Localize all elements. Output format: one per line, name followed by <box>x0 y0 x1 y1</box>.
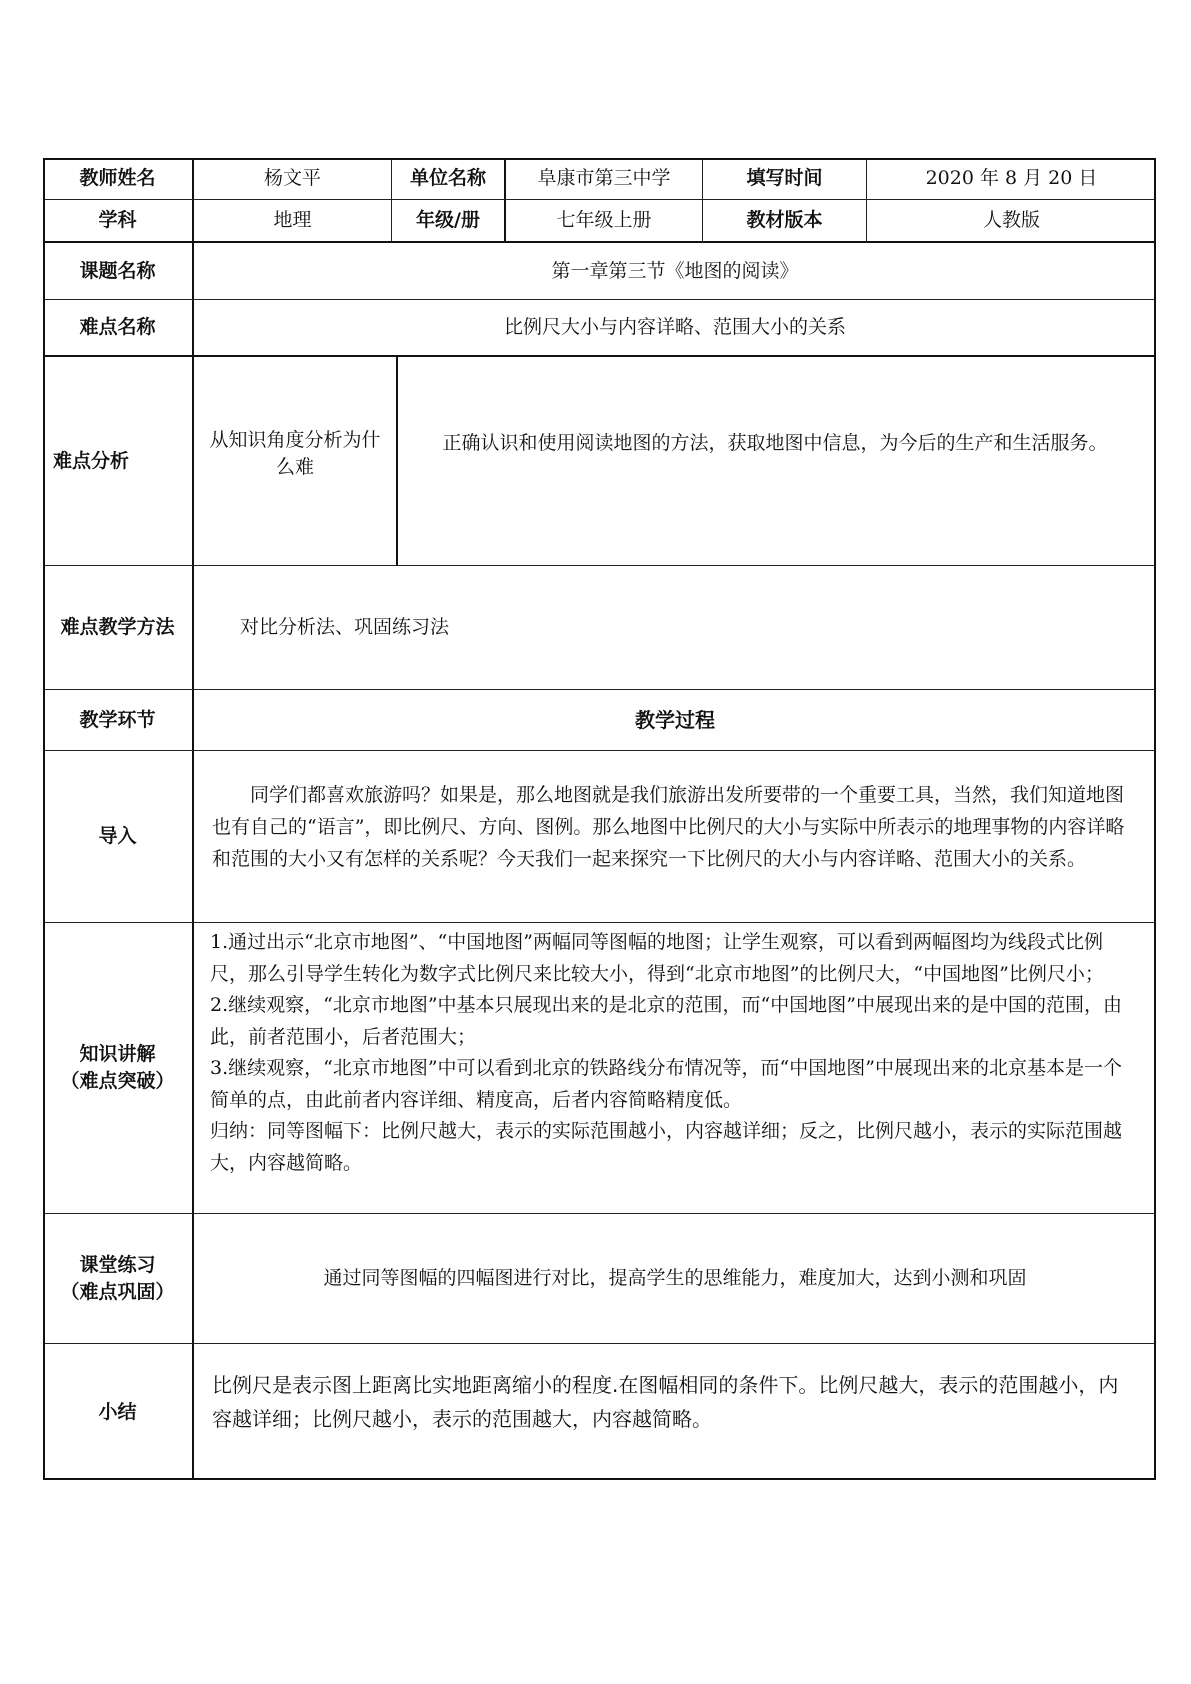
explain-list <box>200 927 1150 1179</box>
edition-value: 人教版 <box>867 200 1156 243</box>
explain-summary: 归纳：同等图幅下：比例尺越大，表示的实际范围越小，内容越详细；反之，比例尺越小，表示的实际范围越大，内容越简略。 <box>210 1120 1123 1174</box>
intro-value: 同学们都喜欢旅游吗？如果是，那么地图就是我们旅游出发所要带的一个重要工具，当然，我们知道地图也有自己的“语言”，即比例尺、方向、图例。那么地图中比例尺的大小与实际中所表示的地理事物的内容详略和范围的大小又有怎样的关系呢？今天我们一起来探究一下比例尺的大小与内容详略、范围大小的关系。 <box>212 784 1125 870</box>
explain-label-line2: （难点突破） <box>60 1070 175 1092</box>
unit-name-value: 阜康市第三中学 <box>506 158 703 200</box>
edition-label: 教材版本 <box>703 200 867 243</box>
intro-label: 导入 <box>43 751 194 923</box>
practice-label-line1: 课堂练习 <box>79 1253 156 1276</box>
intro-value-cell <box>194 751 1156 923</box>
topic-value: 第一章第三节《地图的阅读》 <box>194 243 1156 300</box>
explain-content-cell <box>194 923 1156 1214</box>
summary-label: 小结 <box>43 1344 194 1480</box>
explain-item: 1.通过出示“北京市地图”、“中国地图”两幅同等图幅的地图；让学生观察，可以看到两幅图均为线段式比例尺，那么引导学生转化为数字式比例尺来比较大小，得到“北京市地图”的比例尺大，“中国地图”比例尺小； <box>210 931 1104 985</box>
teacher-name-label: 教师姓名 <box>43 158 194 200</box>
grade-value: 七年级上册 <box>506 200 703 243</box>
analysis-value: 正确认识和使用阅读地图的方法，获取地图中信息，为今后的生产和生活服务。 <box>442 432 1108 454</box>
explain-item: 2.继续观察，“北京市地图”中基本只展现出来的是北京的范围，而“中国地图”中展现出来的是中国的范围，由此，前者范围小，后者范围大； <box>210 994 1122 1048</box>
practice-value: 通过同等图幅的四幅图进行对比，提高学生的思维能力，难度加大，达到小测和巩固 <box>194 1214 1156 1344</box>
difficulty-value: 比例尺大小与内容详略、范围大小的关系 <box>194 300 1156 357</box>
subject-value: 地理 <box>194 200 392 243</box>
fill-date-value: 2020 年 8 月 20 日 <box>867 158 1156 200</box>
topic-label: 课题名称 <box>43 243 194 300</box>
teaching-process-header: 教学过程 <box>194 690 1156 751</box>
grade-label: 年级/册 <box>392 200 506 243</box>
fill-date-label: 填写时间 <box>703 158 867 200</box>
explain-label <box>43 923 194 1214</box>
method-label: 难点教学方法 <box>43 566 194 690</box>
method-value: 对比分析法、巩固练习法 <box>194 566 1156 690</box>
subject-label: 学科 <box>43 200 194 243</box>
unit-name-label: 单位名称 <box>392 158 506 200</box>
summary-value: 比例尺是表示图上距离比实地距离缩小的程度.在图幅相同的条件下。比例尺越大，表示的范围越小，内容越详细；比例尺越小，表示的范围越大，内容越简略。 <box>212 1373 1119 1431</box>
practice-label <box>43 1214 194 1344</box>
teacher-name-value: 杨文平 <box>194 158 392 200</box>
analysis-value-cell <box>398 357 1156 566</box>
summary-value-cell <box>194 1344 1156 1480</box>
practice-label-line2: （难点巩固） <box>60 1280 175 1303</box>
explain-label-line1: 知识讲解 <box>79 1043 156 1066</box>
analysis-label: 难点分析 <box>43 357 194 566</box>
teaching-stage-header: 教学环节 <box>43 690 194 751</box>
difficulty-label: 难点名称 <box>43 300 194 357</box>
analysis-sub-label: 从知识角度分析为什么难 <box>194 357 398 566</box>
explain-item: 3.继续观察，“北京市地图”中可以看到北京的铁路线分布情况等，而“中国地图”中展现出来的北京基本是一个简单的点，由此前者内容详细、精度高，后者内容简略精度低。 <box>210 1057 1122 1111</box>
